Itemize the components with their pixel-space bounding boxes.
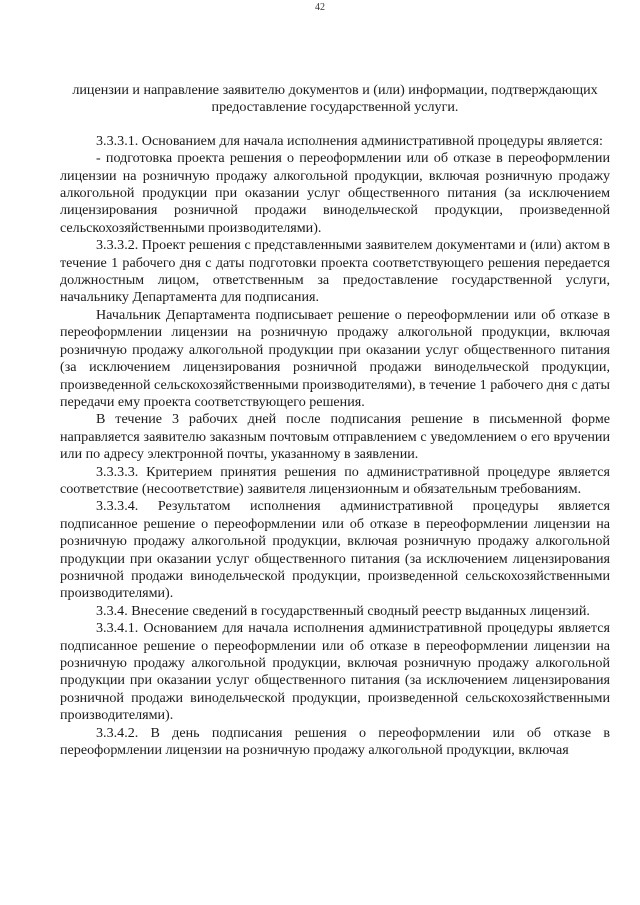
- page-number: 42: [315, 2, 325, 13]
- paragraph-3-3-4-2: 3.3.4.2. В день подписания решения о переоформлении или об отказе в переоформлении лицензии на розничную продажу алкогольной продукции, включая: [60, 724, 610, 759]
- paragraph-decision-delivery: В течение 3 рабочих дней после подписания решение в письменной форме направляется заявителю заказным почтовым отправлением с уведомлением о его вручении или по адресу электронной почты, указанному в заявлении.: [60, 411, 610, 463]
- paragraph-draft-decision-item: - подготовка проекта решения о переоформлении или об отказе в переоформлении лицензии на розничную продажу алкогольной продукции, включая розничную продажу алкогольной продукции при оказании услуг общественного питания (за исключением лицензирования розничной продажи винодельческой продукции, произведенной сельскохозяйственными производителями).: [60, 150, 610, 236]
- paragraph-3-3-4: 3.3.4. Внесение сведений в государственный сводный реестр выданных лицензий.: [96, 602, 590, 619]
- paragraph-3-3-3-4: 3.3.3.4. Результатом исполнения административной процедуры является подписанное решение о переоформлении или об отказе в переоформлении лицензии на розничную продажу алкогольной продукции, включая розничную продажу алкогольной продукции при оказании услуг общественного питания (за исключением лицензирования розничной продажи винодельческой продукции, произведенной сельскохозяйственными производителями).: [60, 498, 610, 602]
- paragraph-3-3-3-1: 3.3.3.1. Основанием для начала исполнения административной процедуры является:: [96, 132, 603, 149]
- paragraph-head-signs-decision: Начальник Департамента подписывает решение о переоформлении или об отказе в переоформлении лицензии на розничную продажу алкогольной продукции, включая розничную продажу алкогольной продукции при оказании услуг общественного питания (за исключением лицензирования розничной продажи винодельческой продукции, произведенной сельскохозяйственными производителями), в течение 1 рабочего дня с даты передачи ему проекта соответствующего решения.: [60, 306, 610, 410]
- paragraph-3-3-3-3: 3.3.3.3. Критерием принятия решения по административной процедуре является соответствие (несоответствие) заявителя лицензионным и обязательным требованиям.: [60, 463, 610, 497]
- paragraph-3-3-4-1: 3.3.4.1. Основанием для начала исполнения административной процедуры является подписанное решение о переоформлении или об отказе в переоформлении лицензии на розничную продажу алкогольной продукции, включая розничную продажу алкогольной продукции при оказании услуг общественного питания (за исключением лицензирования розничной продажи винодельческой продукции, произведенной сельскохозяйственными производителями).: [60, 620, 610, 724]
- paragraph-3-3-3-2: 3.3.3.2. Проект решения с представленными заявителем документами и (или) актом в течение 1 рабочего дня с даты подготовки проекта соответствующего решения передается должностным лицом, ответственным за предоставление государственной услуги, начальнику Департамента для подписания.: [60, 237, 610, 306]
- section-heading: лицензии и направление заявителю документов и (или) информации, подтверждающих предоставление государственной услуги.: [72, 82, 598, 116]
- document-body: [60, 82, 610, 759]
